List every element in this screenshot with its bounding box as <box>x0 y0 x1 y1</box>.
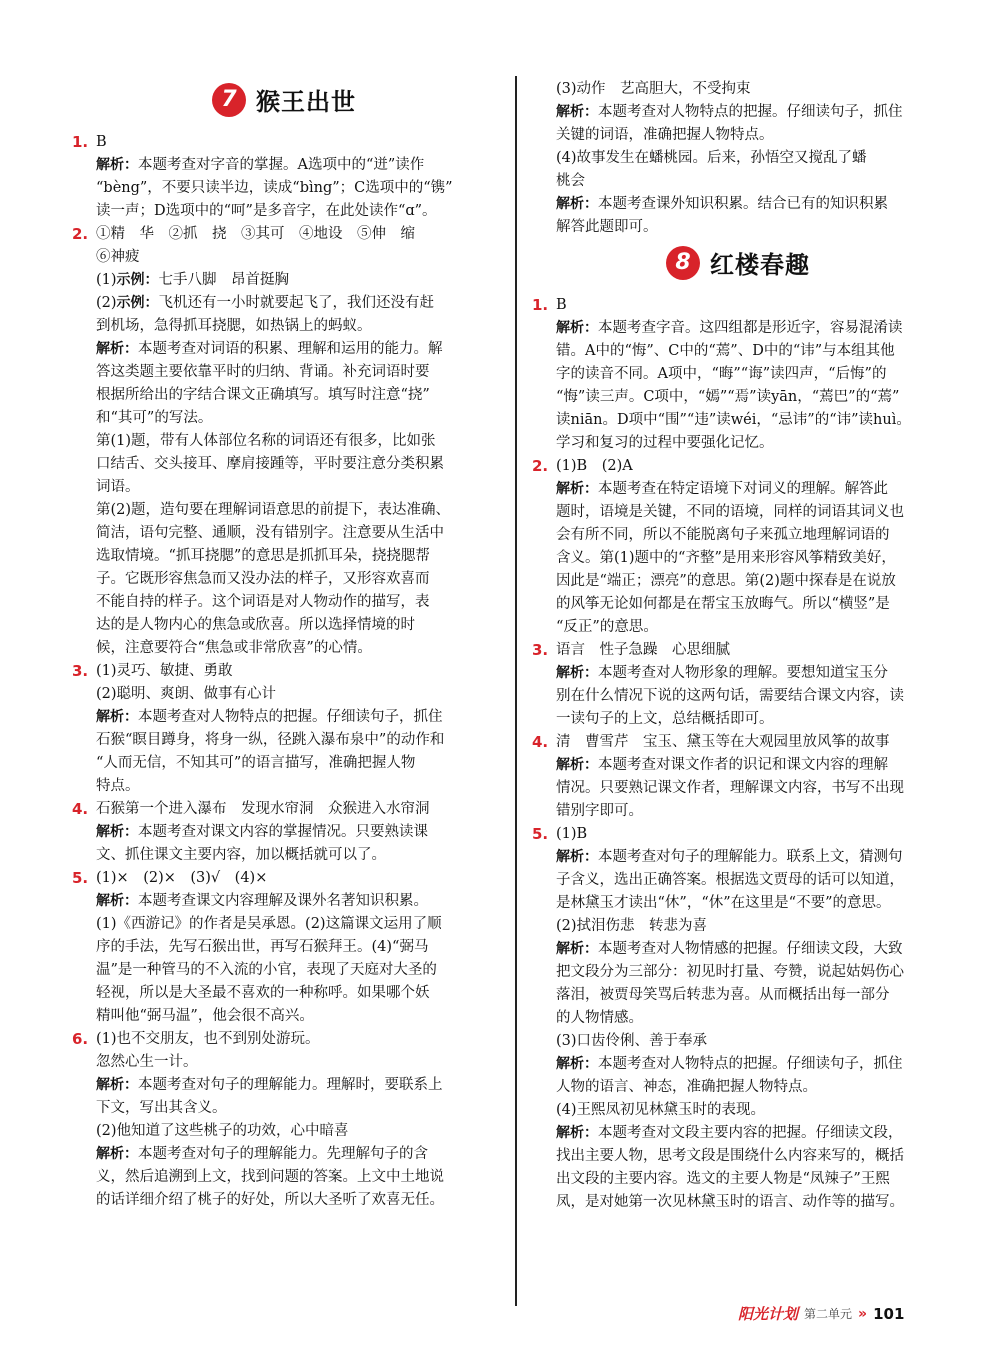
answer-line: 读一声；D选项中的“呵”是多音字，在此处读作“ɑ”。 <box>96 203 437 219</box>
answer-line <box>96 890 496 913</box>
answer-line: “悔”读三声。C项中，“嫣”“焉”读yān，“蔫巴”的“蔫” <box>556 389 900 405</box>
answer-line: (1)B <box>556 826 588 842</box>
brand-name: 阳光计划 <box>738 1305 799 1323</box>
analysis-text: 本题考查课外知识积累。结合已有的知识积累 <box>598 196 888 212</box>
analysis-text: 本题考查字音。这四组都是形近字，容易混淆读 <box>598 320 903 336</box>
question-number: 3. <box>72 662 89 680</box>
answer-line: 简洁，语句完整、通顺，没有错别字。注意要从生活中 <box>96 525 444 541</box>
answer-line: 答这类题主要依靠平时的归纳、背诵。补充词语时要 <box>96 364 430 380</box>
answer-line: 不能自持的样子。这个词语是对人物动作的描写，表 <box>96 594 430 610</box>
question-number: 4. <box>532 733 549 751</box>
lesson-7-continued <box>532 78 944 239</box>
answer-line: 是林黛玉才读出“休”，“休”在这里是“不要”的意思。 <box>556 895 891 911</box>
question-number: 6. <box>72 1030 89 1048</box>
answer-line: 温”是一种管马的不入流的小官，表现了天庭对大圣的 <box>96 962 437 978</box>
answer-line: 语言 性子急躁 心思细腻 <box>556 642 730 658</box>
answer-line: (3)口齿伶俐、善于奉承 <box>556 1033 708 1049</box>
answer-line <box>556 101 944 124</box>
question-item <box>532 294 944 455</box>
answer-line: 凤，是对她第一次见林黛玉时的语言、动作等的描写。 <box>556 1194 904 1210</box>
left-column <box>72 78 496 1212</box>
analysis-label: 解析： <box>556 665 598 681</box>
question-item <box>72 1028 496 1212</box>
answer-line: B <box>556 297 567 313</box>
analysis-label: 解析： <box>556 941 598 957</box>
answer-line: 的话详细介绍了桃子的好处，所以大圣听了欢喜无任。 <box>96 1192 444 1208</box>
example-label: 示例： <box>116 295 159 311</box>
analysis-text: 本题考查对句子的理解能力。联系上文，猜测句 <box>598 849 903 865</box>
answer-line: 精叫他“弼马温”，他会很不高兴。 <box>96 1008 314 1024</box>
answer-line: 清 曹雪芹 宝玉、黛玉等在大观园里放风筝的故事 <box>556 734 890 750</box>
answer-line: 选取情境。“抓耳挠腮”的意思是抓抓耳朵，挠挠腮帮 <box>96 548 430 564</box>
answer-line <box>556 193 944 216</box>
answer-line: “人而无信，不知其可”的语言描写，准确把握人物 <box>96 755 416 771</box>
analysis-text: 本题考查对人物特点的把握。仔细读句子，抓住 <box>138 709 443 725</box>
lesson-7-questions <box>72 131 496 1212</box>
answer-line <box>556 1053 944 1076</box>
answer-line <box>96 1143 496 1166</box>
item-number: (2) <box>96 295 117 311</box>
answer-line: 学习和复习的过程中要强化记忆。 <box>556 435 774 451</box>
answer-line: 和“其可”的写法。 <box>96 410 213 426</box>
answer-line: 根据所给出的字结合课文正确填写。填写时注意“挠” <box>96 387 430 403</box>
answer-line: 词语。 <box>96 479 140 495</box>
analysis-label: 解析： <box>96 1146 138 1162</box>
answer-line: “反正”的意思。 <box>556 619 658 635</box>
answer-line <box>556 938 944 961</box>
answer-line: 子。它既形容焦急而又没办法的样子，又形容欢喜而 <box>96 571 430 587</box>
answer-line <box>556 317 944 340</box>
answer-line: 子含义，选出正确答案。根据选文贾母的话可以知道， <box>556 872 904 888</box>
analysis-text: 本题考查在特定语境下对词义的理解。解答此 <box>598 481 888 497</box>
answer-line: 的人物情感。 <box>556 1010 643 1026</box>
column-divider <box>515 76 517 1306</box>
answer-line: 含义。第(1)题中的“齐整”是用来形容风筝精致美好， <box>556 550 896 566</box>
analysis-text: 本题考查对人物形象的理解。要想知道宝玉分 <box>598 665 888 681</box>
question-item <box>72 660 496 798</box>
analysis-text: 本题考查对课文内容的掌握情况。只要熟读课 <box>138 824 428 840</box>
answer-line: 出文段的主要内容。选文的主要人物是“凤辣子”王熙 <box>556 1171 890 1187</box>
analysis-label: 解析： <box>556 320 598 336</box>
answer-line <box>96 1074 496 1097</box>
analysis-text: 本题考查对人物特点的把握。仔细读句子，抓住 <box>598 104 903 120</box>
analysis-label: 解析： <box>556 757 598 773</box>
answer-line <box>96 154 496 177</box>
answer-line: 读niān。D项中“围”“违”读wéi，“忌讳”的“讳”读huì。 <box>556 412 911 428</box>
page-footer <box>738 1303 904 1324</box>
answer-line: (1)× (2)× (3)√ (4)× <box>96 870 268 886</box>
answer-line <box>96 292 496 315</box>
lesson-title-text: 猴王出世 <box>256 88 356 116</box>
question-number: 2. <box>532 457 549 475</box>
lesson-7-title <box>72 82 496 117</box>
analysis-text: 本题考查对词语的积累、理解和运用的能力。解 <box>138 341 443 357</box>
answer-line: ⑥神疲 <box>96 249 140 265</box>
answer-line: (2)拭泪伤悲 转悲为喜 <box>556 918 708 934</box>
chevron-right-icon: » <box>858 1305 868 1322</box>
answer-line: (1)也不交朋友，也不到别处游玩。 <box>96 1031 320 1047</box>
analysis-text: 本题考查对字音的掌握。A选项中的“迸”读作 <box>138 157 425 173</box>
example-label: 示例： <box>116 272 159 288</box>
analysis-label: 解析： <box>556 1056 598 1072</box>
answer-line: B <box>96 134 107 150</box>
answer-line: 关键的词语，准确把握人物特点。 <box>556 127 774 143</box>
answer-line: 落泪，被贾母笑骂后转悲为喜。从而概括出每一部分 <box>556 987 890 1003</box>
answer-line: 达的是人物内心的焦急或欣喜。所以选择情境的时 <box>96 617 415 633</box>
analysis-label: 解析： <box>556 481 598 497</box>
answer-line: 解答此题即可。 <box>556 219 658 235</box>
item-number: (1) <box>96 272 117 288</box>
question-number: 3. <box>532 641 549 659</box>
answer-line: 文、抓住课文主要内容，加以概括就可以了。 <box>96 847 386 863</box>
analysis-text: 本题考查对课文作者的识记和课文内容的理解 <box>598 757 888 773</box>
answer-line <box>556 662 944 685</box>
answer-line: 序的手法，先写石猴出世，再写石猴拜王。(4)“弼马 <box>96 939 429 955</box>
analysis-label: 解析： <box>96 824 138 840</box>
answer-line: ①精 华 ②抓 挠 ③其可 ④地设 ⑤伸 缩 <box>96 226 415 242</box>
analysis-text: 本题考查课文内容理解及课外名著知识积累。 <box>138 893 428 909</box>
right-column <box>532 78 944 1214</box>
lesson-8-title <box>532 245 944 280</box>
answer-line <box>556 846 944 869</box>
answer-line: 错别字即可。 <box>556 803 643 819</box>
question-number: 2. <box>72 225 89 243</box>
unit-label: 第二单元 <box>804 1307 853 1321</box>
question-item <box>72 867 496 1028</box>
answer-line: “bèng”，不要只读半边，读成“bìng”；C选项中的“镌” <box>96 180 453 196</box>
answer-line: 第(2)题，造句要在理解词语意思的前提下，表达准确、 <box>96 502 451 518</box>
answer-line: (2)他知道了这些桃子的功效，心中暗喜 <box>96 1123 349 1139</box>
answer-line: 错。A中的“悔”、C中的“蔫”、D中的“讳”与本组其他 <box>556 343 895 359</box>
question-item <box>532 455 944 639</box>
question-number: 5. <box>532 825 549 843</box>
analysis-text: 本题考查对人物特点的把握。仔细读句子，抓住 <box>598 1056 903 1072</box>
question-number: 4. <box>72 800 89 818</box>
answer-line: 人物的语言、神态，准确把握人物特点。 <box>556 1079 817 1095</box>
answer-line <box>556 1122 944 1145</box>
answer-line: 别在什么情况下说的这两句话，需要结合课文内容，读 <box>556 688 904 704</box>
answer-line: (1)灵巧、敏捷、勇敢 <box>96 663 233 679</box>
answer-line: 情况。只要熟记课文作者，理解课文内容，书写不出现 <box>556 780 904 796</box>
answer-line <box>96 706 496 729</box>
answer-line: 找出主要人物，思考文段是围绕什么内容来写的，概括 <box>556 1148 904 1164</box>
question-item <box>72 131 496 223</box>
answer-line: (1)《西游记》的作者是吴承恩。(2)这篇课文运用了顺 <box>96 916 442 932</box>
answer-line <box>96 269 496 292</box>
answer-line: 下文，写出其含义。 <box>96 1100 227 1116</box>
example-text: 飞机还有一小时就要起飞了，我们还没有赶 <box>158 295 435 311</box>
answer-line <box>96 338 496 361</box>
analysis-label: 解析： <box>556 104 598 120</box>
answer-line: (3)动作 艺高胆大，不受拘束 <box>556 81 751 97</box>
analysis-label: 解析： <box>96 1077 138 1093</box>
lesson-8-questions <box>532 294 944 1214</box>
answer-line: 桃会 <box>556 173 585 189</box>
answer-line: 会有所不同，所以不能脱离句子来孤立地理解词语的 <box>556 527 890 543</box>
analysis-text: 本题考查对文段主要内容的把握。仔细读文段， <box>598 1125 903 1141</box>
answer-line: 第(1)题，带有人体部位名称的词语还有很多，比如张 <box>96 433 436 449</box>
answer-line: 石猴第一个进入瀑布 发现水帘洞 众猴进入水帘洞 <box>96 801 430 817</box>
answer-line: 义，然后追溯到上文，找到问题的答案。上文中土地说 <box>96 1169 444 1185</box>
analysis-label: 解析： <box>96 341 138 357</box>
answer-line <box>556 754 944 777</box>
question-number: 5. <box>72 869 89 887</box>
lesson-title-text: 红楼春趣 <box>710 251 810 279</box>
answer-line: 候，注意要符合“焦急或非常欣喜”的心情。 <box>96 640 372 656</box>
question-number: 1. <box>532 296 549 314</box>
question-item <box>532 731 944 823</box>
answer-line: (1)B (2)A <box>556 458 633 474</box>
lesson-number-badge: 7 <box>212 83 246 117</box>
lesson-number-badge: 8 <box>666 246 700 280</box>
answer-line: 石猴“瞑目蹲身，将身一纵，径跳入瀑布泉中”的动作和 <box>96 732 445 748</box>
answer-line: 到机场，急得抓耳挠腮，如热锅上的蚂蚁。 <box>96 318 372 334</box>
analysis-label: 解析： <box>556 1125 598 1141</box>
question-item <box>532 78 944 239</box>
answer-line: (2)聪明、爽朗、做事有心计 <box>96 686 277 702</box>
analysis-label: 解析： <box>556 849 598 865</box>
answer-line: 一读句子的上文，总结概括即可。 <box>556 711 774 727</box>
answer-line: 题时，语境是关键，不同的语境，同样的词语其词义也 <box>556 504 904 520</box>
analysis-text: 本题考查对句子的理解能力。理解时，要联系上 <box>138 1077 443 1093</box>
answer-line: 字的读音不同。A项中，“晦”“诲”读四声，“后悔”的 <box>556 366 887 382</box>
answer-line: 把文段分为三部分：初见时打量、夸赞，说起姑妈伤心 <box>556 964 904 980</box>
analysis-label: 解析： <box>96 893 138 909</box>
question-number: 1. <box>72 133 89 151</box>
answer-line: 因此是“端正；漂亮”的意思。第(2)题中探春是在说放 <box>556 573 896 589</box>
answer-line <box>556 478 944 501</box>
answer-line: 忽然心生一计。 <box>96 1054 198 1070</box>
question-item <box>72 223 496 660</box>
page-number: 101 <box>873 1304 905 1323</box>
analysis-label: 解析： <box>96 157 138 173</box>
answer-line: 的风筝无论如何都是在帮宝玉放晦气。所以“横竖”是 <box>556 596 890 612</box>
question-item <box>532 639 944 731</box>
answer-line: 特点。 <box>96 778 140 794</box>
analysis-text: 本题考查对人物情感的把握。仔细读文段，大致 <box>598 941 903 957</box>
answer-line: 口结舌、交头接耳、摩肩接踵等，平时要注意分类积累 <box>96 456 444 472</box>
answer-line: 轻视，所以是大圣最不喜欢的一种称呼。如果哪个妖 <box>96 985 430 1001</box>
question-item <box>532 823 944 1214</box>
analysis-text: 本题考查对句子的理解能力。先理解句子的含 <box>138 1146 428 1162</box>
analysis-label: 解析： <box>96 709 138 725</box>
answer-line: (4)王熙凤初见林黛玉时的表现。 <box>556 1102 766 1118</box>
example-text: 七手八脚 昂首挺胸 <box>158 272 290 288</box>
answer-line <box>96 821 496 844</box>
analysis-label: 解析： <box>556 196 598 212</box>
answer-line: (4)故事发生在蟠桃园。后来，孙悟空又搅乱了蟠 <box>556 150 867 166</box>
question-item <box>72 798 496 867</box>
